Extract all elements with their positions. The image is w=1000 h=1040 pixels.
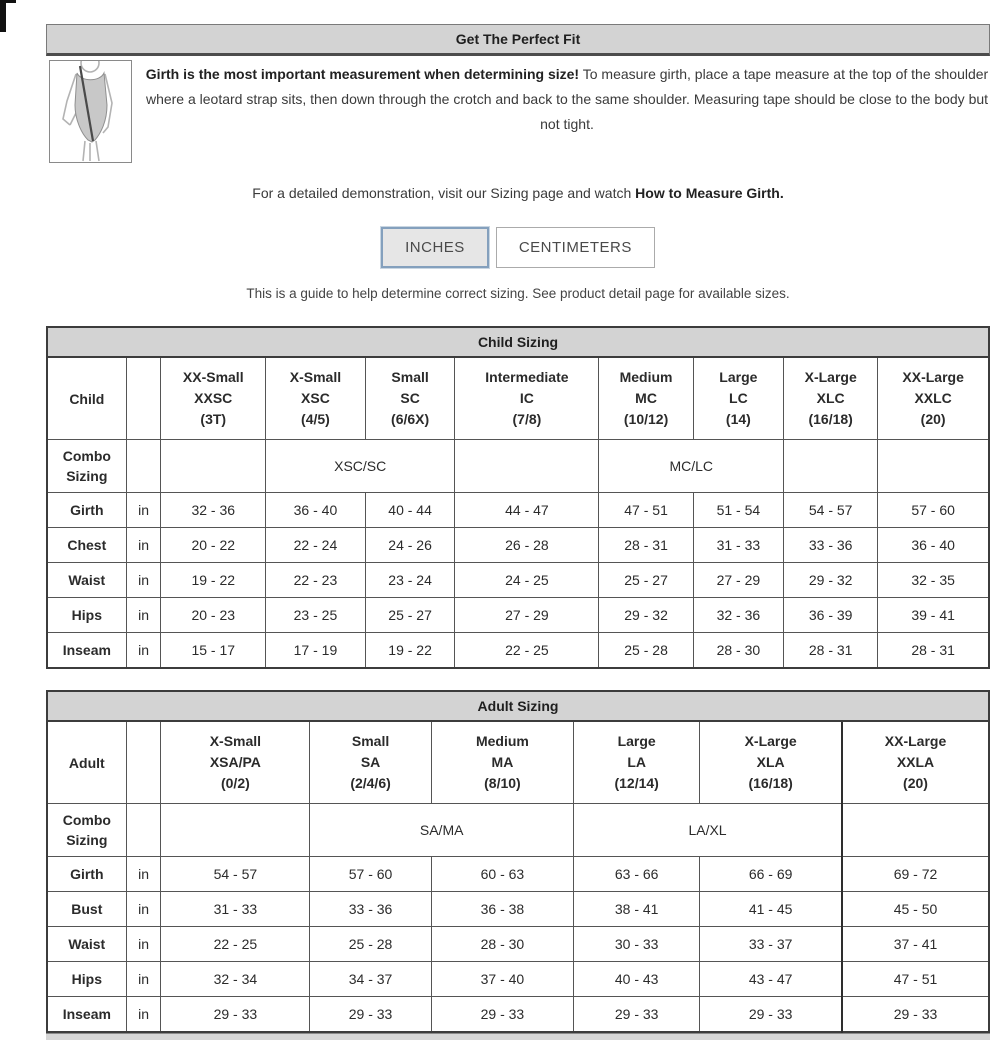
child-column-header: XX-Large XXLC (20) xyxy=(878,357,989,440)
child-value-cell: 31 - 33 xyxy=(693,528,783,563)
child-value-cell: 24 - 25 xyxy=(455,563,599,598)
child-column-header: Small SC (6/6X) xyxy=(365,357,454,440)
child-combo-cell: MC/LC xyxy=(599,440,784,493)
adult-value-cell: 36 - 38 xyxy=(431,892,573,927)
demo-line-prefix: For a detailed demonstration, visit our Sizing page and watch xyxy=(252,185,636,201)
adult-row-label: Girth xyxy=(47,857,126,892)
child-row-unit: in xyxy=(126,493,161,528)
child-value-cell: 28 - 31 xyxy=(599,528,693,563)
child-table xyxy=(46,326,990,669)
adult-value-cell: 28 - 30 xyxy=(431,927,573,962)
adult-combo-cell: SA/MA xyxy=(310,804,574,857)
adult-value-cell: 37 - 40 xyxy=(431,962,573,997)
child-value-cell: 27 - 29 xyxy=(693,563,783,598)
child-value-cell: 32 - 36 xyxy=(693,598,783,633)
adult-value-cell: 30 - 33 xyxy=(574,927,700,962)
adult-row-unit: in xyxy=(126,927,161,962)
adult-row-unit: in xyxy=(126,892,161,927)
child-value-cell: 24 - 26 xyxy=(365,528,454,563)
girth-instructions xyxy=(132,60,990,163)
child-value-cell: 44 - 47 xyxy=(455,493,599,528)
child-value-cell: 47 - 51 xyxy=(599,493,693,528)
child-sizing-table xyxy=(46,326,990,669)
child-combo-cell xyxy=(784,440,878,493)
adult-row-label: Hips xyxy=(47,962,126,997)
demo-line xyxy=(46,185,990,201)
child-row-label: Inseam xyxy=(47,633,126,669)
child-value-cell: 20 - 23 xyxy=(161,598,266,633)
leotard-girth-diagram xyxy=(49,60,132,163)
adult-value-cell: 29 - 33 xyxy=(161,997,310,1033)
adult-value-cell: 40 - 43 xyxy=(574,962,700,997)
adult-value-cell: 29 - 33 xyxy=(310,997,432,1033)
adult-value-cell: 29 - 33 xyxy=(700,997,842,1033)
adult-value-cell: 29 - 33 xyxy=(842,997,989,1033)
intro-section xyxy=(46,60,990,163)
adult-row-bust xyxy=(47,892,989,927)
child-value-cell: 29 - 32 xyxy=(784,563,878,598)
page-title xyxy=(46,24,990,56)
adult-row-unit: in xyxy=(126,997,161,1033)
child-value-cell: 23 - 25 xyxy=(266,598,366,633)
child-row-label: Waist xyxy=(47,563,126,598)
adult-value-cell: 60 - 63 xyxy=(431,857,573,892)
adult-row-label: Bust xyxy=(47,892,126,927)
adult-row-hips xyxy=(47,962,989,997)
child-column-header: XX-Small XXSC (3T) xyxy=(161,357,266,440)
child-row-inseam xyxy=(47,633,989,669)
adult-value-cell: 54 - 57 xyxy=(161,857,310,892)
child-combo-cell xyxy=(455,440,599,493)
adult-row-unit: in xyxy=(126,857,161,892)
adult-value-cell: 32 - 34 xyxy=(161,962,310,997)
child-value-cell: 20 - 22 xyxy=(161,528,266,563)
child-row-girth xyxy=(47,493,989,528)
child-row-unit: in xyxy=(126,563,161,598)
child-row-waist xyxy=(47,563,989,598)
adult-row-unit: in xyxy=(126,962,161,997)
child-value-cell: 22 - 24 xyxy=(266,528,366,563)
child-row-chest xyxy=(47,528,989,563)
child-row-unit: in xyxy=(126,528,161,563)
inches-button[interactable]: INCHES xyxy=(381,227,489,268)
child-column-header: X-Small XSC (4/5) xyxy=(266,357,366,440)
child-value-cell: 19 - 22 xyxy=(365,633,454,669)
child-value-cell: 54 - 57 xyxy=(784,493,878,528)
adult-combo-cell xyxy=(161,804,310,857)
child-row-label: Chest xyxy=(47,528,126,563)
adult-column-header: X-Small XSA/PA (0/2) xyxy=(161,721,310,804)
child-value-cell: 15 - 17 xyxy=(161,633,266,669)
child-row-label: Girth xyxy=(47,493,126,528)
adult-combo-cell: LA/XL xyxy=(574,804,842,857)
adult-column-header: X-Large XLA (16/18) xyxy=(700,721,842,804)
child-value-cell: 28 - 31 xyxy=(878,633,989,669)
adult-combo-unit xyxy=(126,804,161,857)
child-combo-cell xyxy=(161,440,266,493)
adult-row-girth xyxy=(47,857,989,892)
child-value-cell: 22 - 23 xyxy=(266,563,366,598)
adult-column-header: Large LA (12/14) xyxy=(574,721,700,804)
adult-value-cell: 37 - 41 xyxy=(842,927,989,962)
child-value-cell: 19 - 22 xyxy=(161,563,266,598)
adult-combo-label: Combo Sizing xyxy=(47,804,126,857)
child-value-cell: 39 - 41 xyxy=(878,598,989,633)
adult-value-cell: 45 - 50 xyxy=(842,892,989,927)
child-value-cell: 40 - 44 xyxy=(365,493,454,528)
adult-row-label: Waist xyxy=(47,927,126,962)
adult-value-cell: 25 - 28 xyxy=(310,927,432,962)
child-column-header: Medium MC (10/12) xyxy=(599,357,693,440)
child-value-cell: 28 - 30 xyxy=(693,633,783,669)
guide-note: This is a guide to help determine correct sizing. See product detail page for available sizes. xyxy=(246,286,790,301)
window-edge-mark-top xyxy=(0,0,16,3)
child-value-cell: 57 - 60 xyxy=(878,493,989,528)
child-value-cell: 51 - 54 xyxy=(693,493,783,528)
adult-combo-cell xyxy=(842,804,989,857)
child-combo-unit xyxy=(126,440,161,493)
adult-value-cell: 29 - 33 xyxy=(431,997,573,1033)
adult-value-cell: 43 - 47 xyxy=(700,962,842,997)
girth-instructions-bold: Girth is the most important measurement when determining size! xyxy=(145,66,580,82)
child-title: Child Sizing xyxy=(47,327,989,357)
adult-table xyxy=(46,690,990,1033)
child-column-header: X-Large XLC (16/18) xyxy=(784,357,878,440)
child-corner-label: Child xyxy=(47,357,126,440)
adult-column-header: XX-Large XXLA (20) xyxy=(842,721,989,804)
child-combo-cell xyxy=(878,440,989,493)
adult-value-cell: 34 - 37 xyxy=(310,962,432,997)
adult-sizing-table xyxy=(46,690,990,1033)
child-value-cell: 17 - 19 xyxy=(266,633,366,669)
adult-value-cell: 38 - 41 xyxy=(574,892,700,927)
child-value-cell: 27 - 29 xyxy=(455,598,599,633)
adult-value-cell: 47 - 51 xyxy=(842,962,989,997)
leotard-illustration-icon xyxy=(50,61,131,162)
demo-line-bold: How to Measure Girth. xyxy=(635,185,784,201)
adult-unit-header xyxy=(126,721,161,804)
adult-row-waist xyxy=(47,927,989,962)
adult-value-cell: 22 - 25 xyxy=(161,927,310,962)
child-value-cell: 25 - 28 xyxy=(599,633,693,669)
child-column-header: Large LC (14) xyxy=(693,357,783,440)
adult-row-inseam xyxy=(47,997,989,1033)
child-value-cell: 33 - 36 xyxy=(784,528,878,563)
adult-title: Adult Sizing xyxy=(47,691,989,721)
child-column-header: Intermediate IC (7/8) xyxy=(455,357,599,440)
centimeters-button[interactable]: CENTIMETERS xyxy=(496,227,655,268)
child-value-cell: 25 - 27 xyxy=(599,563,693,598)
next-section-bar xyxy=(46,1033,990,1040)
adult-value-cell: 57 - 60 xyxy=(310,857,432,892)
child-value-cell: 32 - 35 xyxy=(878,563,989,598)
child-value-cell: 25 - 27 xyxy=(365,598,454,633)
child-value-cell: 28 - 31 xyxy=(784,633,878,669)
child-row-hips xyxy=(47,598,989,633)
adult-corner-label: Adult xyxy=(47,721,126,804)
adult-value-cell: 41 - 45 xyxy=(700,892,842,927)
girth-instructions-rest: To measure girth, place a tape measure at the top of the shoulder where a leotard strap sits, then down through the crotch and back to the same shoulder. Measuring tape should be close to the body but not tight. xyxy=(145,66,989,132)
child-value-cell: 32 - 36 xyxy=(161,493,266,528)
child-row-label: Hips xyxy=(47,598,126,633)
adult-value-cell: 66 - 69 xyxy=(700,857,842,892)
child-value-cell: 23 - 24 xyxy=(365,563,454,598)
child-unit-header xyxy=(126,357,161,440)
child-value-cell: 26 - 28 xyxy=(455,528,599,563)
child-value-cell: 36 - 40 xyxy=(878,528,989,563)
adult-value-cell: 69 - 72 xyxy=(842,857,989,892)
adult-value-cell: 33 - 37 xyxy=(700,927,842,962)
child-value-cell: 29 - 32 xyxy=(599,598,693,633)
window-edge-mark xyxy=(0,0,6,32)
child-combo-label: Combo Sizing xyxy=(47,440,126,493)
adult-row-label: Inseam xyxy=(47,997,126,1033)
adult-column-header: Small SA (2/4/6) xyxy=(310,721,432,804)
adult-value-cell: 63 - 66 xyxy=(574,857,700,892)
adult-column-header: Medium MA (8/10) xyxy=(431,721,573,804)
sizing-guide-page xyxy=(46,0,990,1040)
child-row-unit: in xyxy=(126,598,161,633)
adult-value-cell: 29 - 33 xyxy=(574,997,700,1033)
unit-toggle xyxy=(46,227,990,268)
page-title-text: Get The Perfect Fit xyxy=(455,31,581,47)
adult-value-cell: 33 - 36 xyxy=(310,892,432,927)
child-value-cell: 36 - 39 xyxy=(784,598,878,633)
child-value-cell: 36 - 40 xyxy=(266,493,366,528)
adult-value-cell: 31 - 33 xyxy=(161,892,310,927)
child-combo-cell: XSC/SC xyxy=(266,440,455,493)
child-value-cell: 22 - 25 xyxy=(455,633,599,669)
child-row-unit: in xyxy=(126,633,161,669)
